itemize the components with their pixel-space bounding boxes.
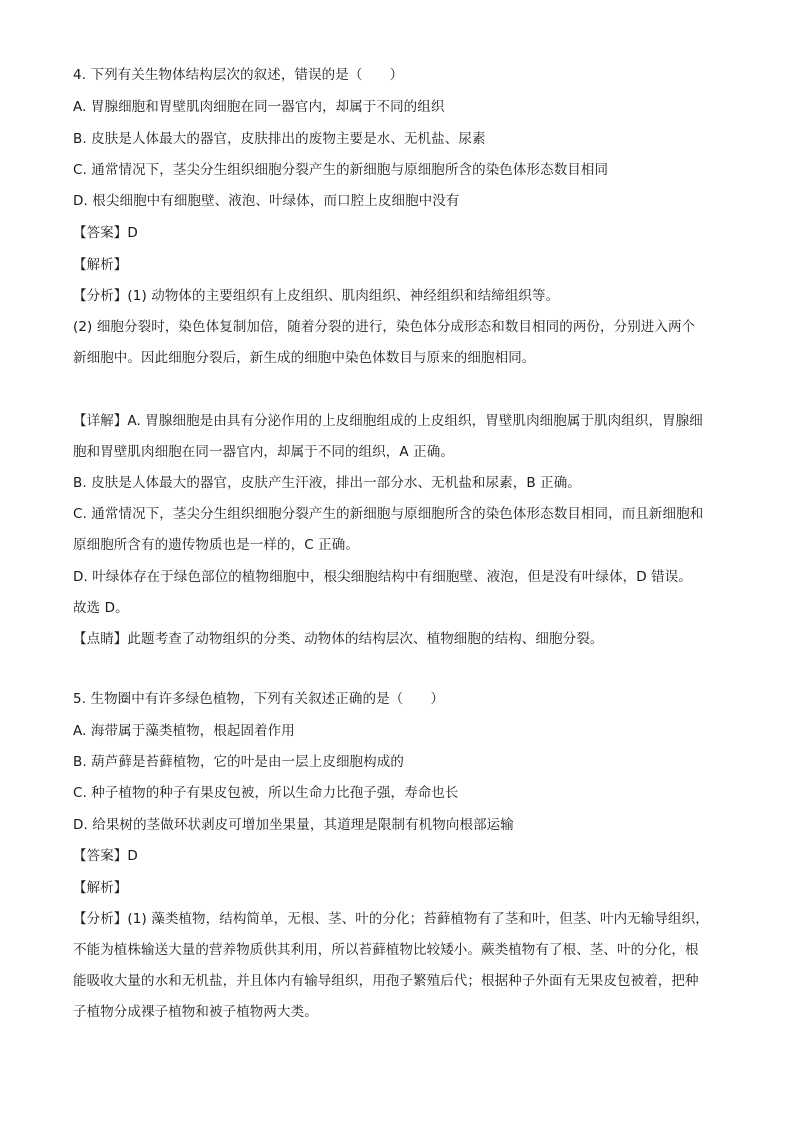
question-4-detail-line-4: C. 通常情况下，茎尖分生组织细胞分裂产生的新细胞与原细胞所含的染色体形态数目相同，而且新细胞和 — [73, 506, 704, 522]
question-4-fenxi-line-2: (2) 细胞分裂时，染色体复制加倍，随着分裂的进行，染色体分成形态和数目相同的两份，分别进入两个 — [73, 319, 696, 335]
question-5-fenxi-line-2: 不能为植株输送大量的营养物质供其利用，所以苔藓植物比较矮小。蕨类植物有了根、茎、叶的分化，根 — [73, 942, 699, 958]
question-4-detail-line-3: B. 皮肤是人体最大的器官，皮肤产生汗液，排出一部分水、无机盐和尿素，B 正确。 — [73, 475, 581, 491]
question-4-option-d: D. 根尖细胞中有细胞壁、液泡、叶绿体，而口腔上皮细胞中没有 — [73, 193, 460, 209]
question-4-option-c: C. 通常情况下，茎尖分生组织细胞分裂产生的新细胞与原细胞所含的染色体形态数目相同 — [73, 162, 609, 178]
question-4-analysis-label: 【解析】 — [73, 257, 128, 273]
question-4-key-point: 【点睛】此题考查了动物组织的分类、动物体的结构层次、植物细胞的结构、细胞分裂。 — [73, 631, 604, 647]
question-5-fenxi-line-3: 能吸收大量的水和无机盐，并且体内有输导组织，用孢子繁殖后代；根据种子外面有无果皮包被着，把种 — [73, 973, 699, 989]
question-4-detail-line-2: 胞和胃壁肌肉细胞在同一器官内，却属于不同的组织，A 正确。 — [73, 444, 454, 460]
question-4-option-b: B. 皮肤是人体最大的器官，皮肤排出的废物主要是水、无机盐、尿素 — [73, 131, 486, 147]
question-4-detail-line-1: 【详解】A. 胃腺细胞是由具有分泌作用的上皮细胞组成的上皮组织，胃壁肌肉细胞属于肌肉组织，胃腺细 — [73, 413, 703, 429]
question-5-option-a: A. 海带属于藻类植物，根起固着作用 — [73, 723, 295, 739]
question-4-detail-line-6: D. 叶绿体存在于绿色部位的植物细胞中，根尖细胞结构中有细胞壁、液泡，但是没有叶绿体，D 错误。 — [73, 569, 692, 585]
question-5-option-c: C. 种子植物的种子有果皮包被，所以生命力比孢子强，寿命也长 — [73, 785, 459, 801]
question-4-fenxi-line-3: 新细胞中。因此细胞分裂后，新生成的细胞中染色体数目与原来的细胞相同。 — [73, 350, 536, 366]
question-4-stem: 4. 下列有关生物体结构层次的叙述，错误的是（ ） — [73, 67, 404, 83]
question-5-fenxi-line-4: 子植物分成裸子植物和被子植物两大类。 — [73, 1004, 318, 1020]
question-4-answer: 【答案】D — [73, 225, 138, 241]
question-4-fenxi-line-1: 【分析】(1) 动物体的主要组织有上皮组织、肌肉组织、神经组织和结缔组织等。 — [73, 288, 560, 304]
question-4-option-a: A. 胃腺细胞和胃壁肌肉细胞在同一器官内，却属于不同的组织 — [73, 99, 445, 115]
question-5-answer: 【答案】D — [73, 848, 138, 864]
question-5-option-d: D. 给果树的茎做环状剥皮可增加坐果量，其道理是限制有机物向根部运输 — [73, 817, 514, 833]
question-5-option-b: B. 葫芦藓是苔藓植物，它的叶是由一层上皮细胞构成的 — [73, 754, 404, 770]
question-5-analysis-label: 【解析】 — [73, 880, 128, 896]
question-4-detail-line-7: 故选 D。 — [73, 600, 129, 616]
question-5-stem: 5. 生物圈中有许多绿色植物，下列有关叙述正确的是（ ） — [73, 691, 445, 707]
question-4-detail-line-5: 原细胞所含有的遗传物质也是一样的，C 正确。 — [73, 537, 359, 553]
question-5-fenxi-line-1: 【分析】(1) 藻类植物，结构简单，无根、茎、叶的分化；苔藓植物有了茎和叶，但茎、叶内无输导组织， — [73, 911, 709, 927]
